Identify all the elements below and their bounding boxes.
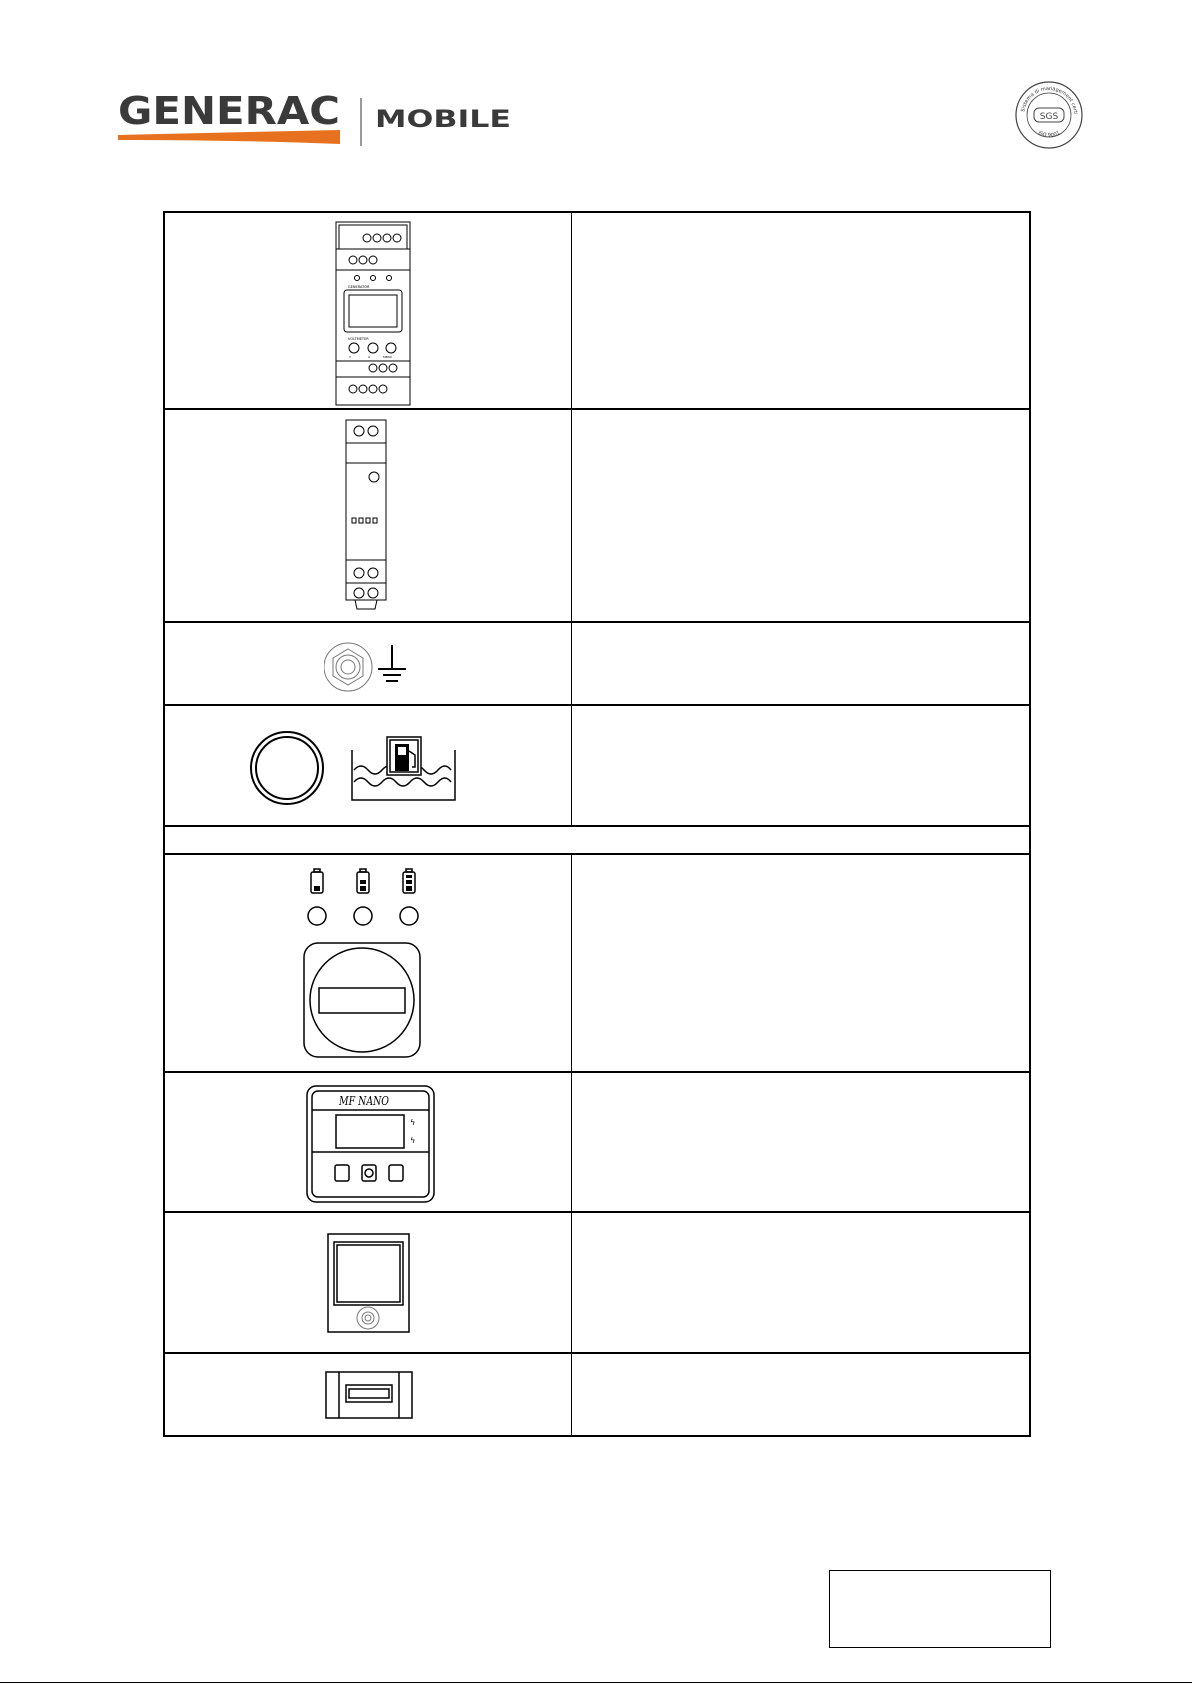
image-cell [165, 410, 571, 621]
table-row [165, 1354, 1029, 1435]
svg-text:ISO 9001 [1037, 130, 1061, 138]
column-divider [571, 213, 572, 408]
column-divider [571, 706, 572, 825]
brand-sub-wordmark: MOBILE [375, 105, 511, 133]
cert-bottom-text: ISO 9001 [1037, 130, 1061, 139]
voltmeter-module-icon [335, 221, 411, 406]
svg-text:ϟ: ϟ [410, 1118, 416, 1127]
hour-meter-icon [327, 1233, 411, 1334]
image-cell [165, 855, 571, 1071]
footer-rule [0, 1682, 1192, 1683]
cert-center-text: SGS [1039, 112, 1059, 122]
brand-wordmark: GENERAC [118, 89, 340, 133]
table-row [165, 1073, 1029, 1213]
table-row [165, 623, 1029, 706]
description-cell [573, 623, 1029, 704]
din-relay-module-icon [345, 419, 387, 619]
voltmeter-brand-label: GENERATOR [348, 285, 370, 289]
table-row [165, 410, 1029, 623]
column-divider [571, 855, 572, 1071]
svg-text:Sistema di management certific [1014, 80, 1078, 115]
column-divider [571, 410, 572, 621]
cert-ring-text: Sistema di management certi [1020, 85, 1079, 115]
description-cell [573, 1354, 1029, 1435]
sgs-certification-seal [1014, 80, 1084, 150]
usb-socket-icon [325, 1371, 413, 1419]
voltmeter-sub-label: VOLTMETER [348, 337, 369, 341]
generac-mobile-logo [118, 88, 518, 158]
component-table [163, 211, 1031, 1437]
image-cell [165, 1354, 571, 1435]
controller-display-icon [306, 1085, 436, 1203]
table-row [165, 1213, 1029, 1354]
voltmeter-button-label: V [349, 355, 352, 359]
voltmeter-button-label: A [368, 355, 371, 359]
column-divider [571, 623, 572, 704]
voltmeter-button-label: MENU [383, 355, 392, 359]
description-cell [573, 410, 1029, 621]
description-cell [573, 706, 1029, 825]
controller-brand-label: MF NANO [338, 1094, 390, 1108]
svg-text:ϟ: ϟ [410, 1136, 416, 1145]
image-cell [165, 1073, 571, 1211]
table-row [165, 706, 1029, 827]
fuel-level-lamp-icon [250, 731, 465, 806]
battery-charge-indicator-icon [300, 867, 435, 1067]
description-cell [573, 1073, 1029, 1211]
column-divider [571, 1073, 572, 1211]
image-cell [165, 706, 571, 825]
column-divider [571, 1213, 572, 1352]
column-divider [571, 1354, 572, 1435]
image-cell [165, 213, 571, 408]
image-cell [165, 1213, 571, 1352]
description-cell [573, 213, 1029, 408]
description-cell [573, 855, 1029, 1071]
earth-terminal-icon [324, 641, 414, 693]
image-cell [165, 623, 571, 704]
table-row [165, 855, 1029, 1073]
table-section-separator [165, 827, 1029, 855]
page-number-box [829, 1570, 1051, 1648]
table-row [165, 213, 1029, 410]
description-cell [573, 1213, 1029, 1352]
